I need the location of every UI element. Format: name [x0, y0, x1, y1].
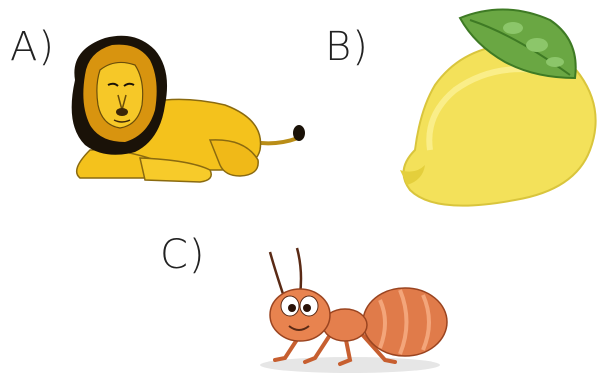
option-a-label: A) [10, 24, 55, 70]
lemon-image [395, 0, 600, 215]
lion-image [60, 30, 305, 185]
option-b-label: B) [325, 24, 369, 70]
option-c-label: C) [160, 232, 206, 278]
ant-image [245, 240, 455, 376]
